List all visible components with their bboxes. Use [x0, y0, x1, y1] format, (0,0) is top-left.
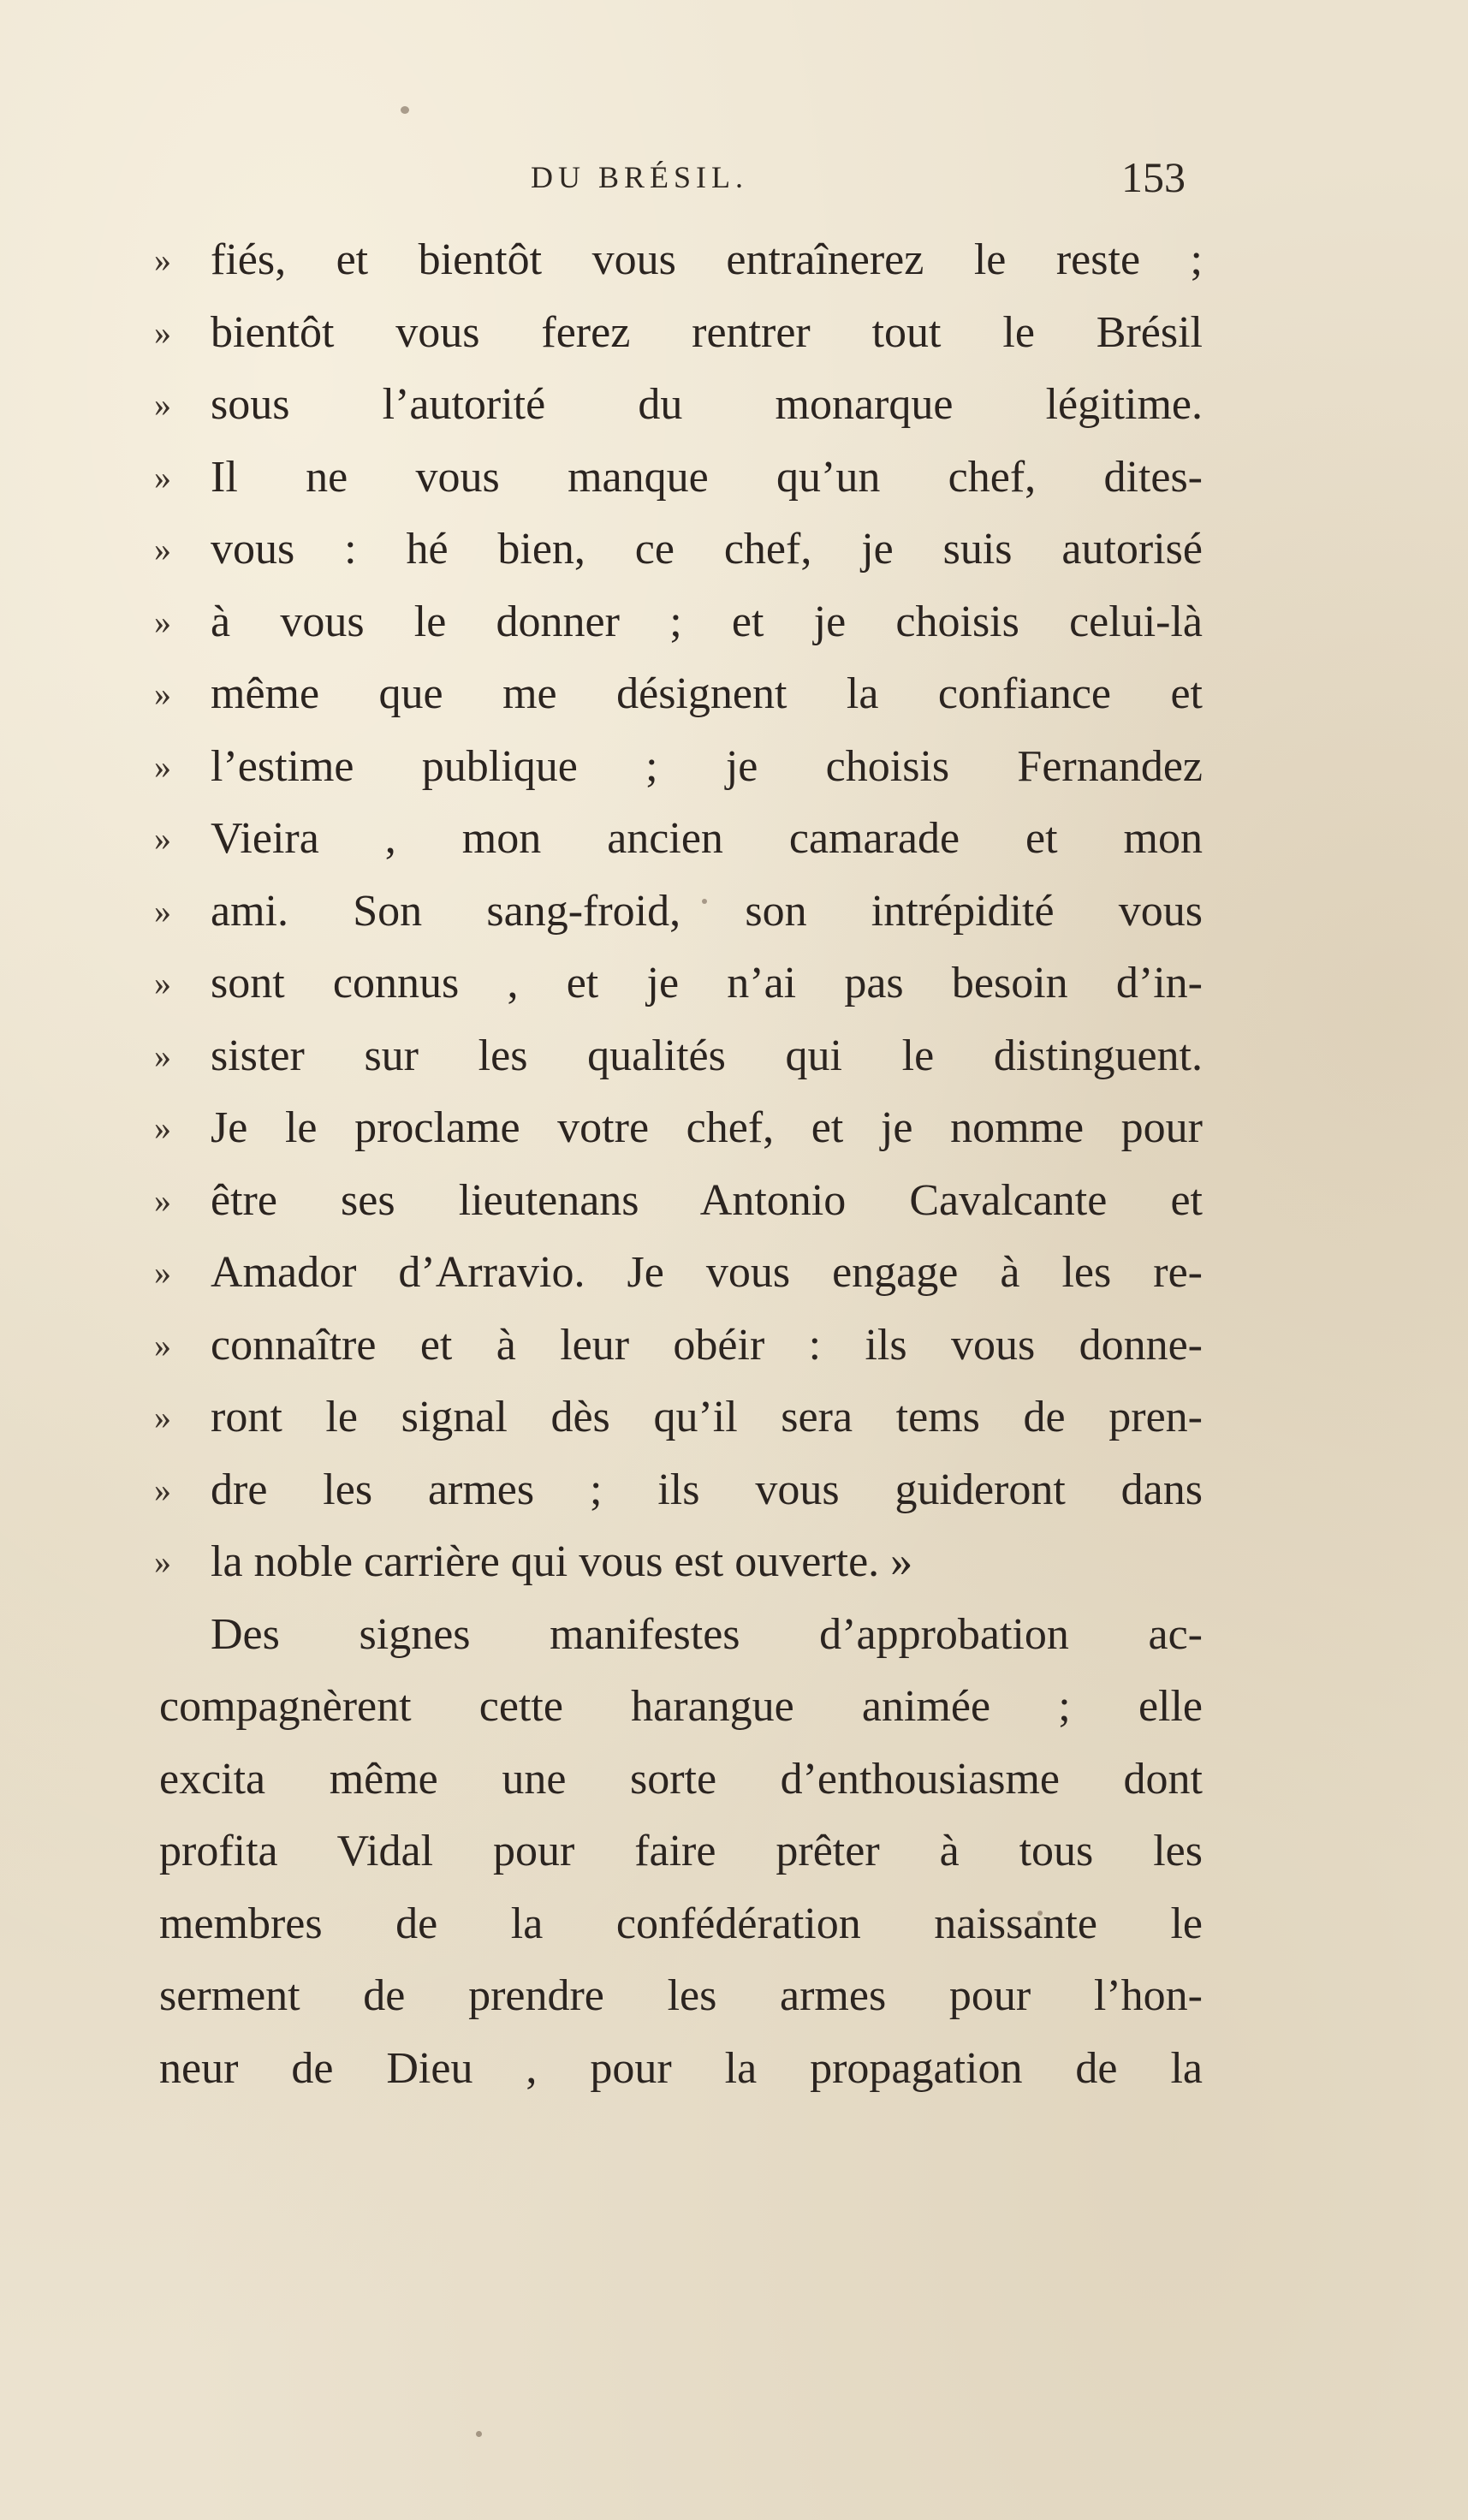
quoted-line	[154, 586, 1203, 659]
line-text: sont connus , et je n’ai pas besoin d’in-	[211, 959, 1203, 1007]
quote-mark: »	[154, 1542, 171, 1581]
line-text: ami. Son sang-froid, son intrépidité vous	[211, 886, 1203, 936]
quote-mark: »	[154, 385, 171, 424]
quote-mark: »	[154, 1108, 171, 1147]
quoted-line	[154, 514, 1203, 586]
line-text: à vous le donner ; et je choisis celui-là	[211, 597, 1203, 646]
line-text: Il ne vous manque qu’un chef, dites-	[211, 452, 1203, 502]
line-text: l’estime publique ; je choisis Fernandez	[211, 741, 1203, 791]
line-text: compagnèrent cette harangue animée ; elle	[159, 1682, 1203, 1731]
quoted-line	[154, 658, 1203, 731]
quote-mark: »	[154, 891, 171, 930]
line-text: même que me désignent la confiance et	[211, 669, 1203, 718]
paragraph-first-line	[154, 1599, 1203, 1672]
paragraph-line	[154, 1671, 1203, 1744]
line-text: neur de Dieu , pour la propagation de la	[159, 2043, 1203, 2093]
quoted-line	[154, 1454, 1203, 1527]
line-text: dre les armes ; ils vous guideront dans	[211, 1465, 1203, 1514]
line-text: profita Vidal pour faire prêter à tous les	[159, 1827, 1203, 1875]
quoted-line	[154, 369, 1203, 442]
paragraph-line	[154, 1816, 1203, 1888]
quoted-line	[154, 1237, 1203, 1310]
line-text: Des signes manifestes d’approbation ac-	[211, 1609, 1203, 1659]
quote-mark: »	[154, 1398, 171, 1436]
line-text: bientôt vous ferez rentrer tout le Brésil	[211, 307, 1203, 357]
ink-speck	[476, 2431, 482, 2437]
quote-mark: »	[154, 241, 171, 279]
quoted-line	[154, 1092, 1203, 1165]
quoted-line	[154, 876, 1203, 948]
line-text: la noble carrière qui vous est ouverte. »	[211, 1537, 913, 1586]
quote-mark: »	[154, 602, 171, 641]
paragraph-line	[154, 1960, 1203, 2033]
quoted-line	[154, 803, 1203, 876]
quote-mark: »	[154, 1036, 171, 1075]
line-text: excita même une sorte d’enthousiasme dont	[159, 1754, 1203, 1804]
quote-mark: »	[154, 1470, 171, 1509]
line-text: Je le proclame votre chef, et je nomme pour	[211, 1103, 1203, 1152]
paragraph-line	[154, 2033, 1203, 2106]
quoted-line	[154, 297, 1203, 370]
page-header	[210, 152, 1186, 204]
line-text: ront le signal dès qu’il sera tems de pren-	[211, 1393, 1203, 1441]
quote-mark: »	[154, 530, 171, 568]
quoted-line	[154, 1526, 1203, 1599]
ink-speck	[401, 106, 409, 114]
paragraph-line	[154, 1888, 1203, 1961]
quote-mark: »	[154, 1325, 171, 1364]
line-text: sous l’autorité du monarque légitime.	[211, 380, 1203, 429]
quote-mark: »	[154, 964, 171, 1002]
line-text: connaître et à leur obéir : ils vous donne-	[211, 1320, 1203, 1370]
quoted-line	[154, 1310, 1203, 1382]
quote-mark: »	[154, 312, 171, 352]
line-text: Amador d’Arravio. Je vous engage à les re-	[211, 1248, 1203, 1297]
line-text: Vieira , mon ancien camarade et mon	[211, 814, 1203, 863]
running-title: DU BRÉSIL.	[531, 160, 749, 194]
paragraph-line	[154, 1744, 1203, 1816]
quote-mark: »	[154, 1180, 171, 1220]
line-text: membres de la confédération naissante le	[159, 1899, 1203, 1948]
line-text: fiés, et bientôt vous entraînerez le reste ;	[211, 235, 1203, 284]
quoted-line	[154, 948, 1203, 1020]
quoted-line	[154, 442, 1203, 514]
quoted-line	[154, 1020, 1203, 1093]
quote-mark: »	[154, 819, 171, 858]
quoted-line	[154, 731, 1203, 804]
quoted-line	[154, 1165, 1203, 1238]
line-text: vous : hé bien, ce chef, je suis autorisé	[211, 525, 1203, 574]
line-text: être ses lieutenans Antonio Cavalcante et	[211, 1175, 1203, 1225]
quote-mark: »	[154, 675, 171, 713]
line-text: sister sur les qualités qui le distinguent.	[211, 1031, 1203, 1080]
page-number: 153	[1121, 153, 1186, 201]
quoted-line	[154, 1382, 1203, 1454]
quote-mark: »	[154, 457, 171, 496]
quoted-line	[154, 224, 1203, 297]
quote-mark: »	[154, 1253, 171, 1292]
page-body	[154, 224, 1203, 2105]
line-text: serment de prendre les armes pour l’hon-	[159, 1971, 1203, 2020]
quote-mark: »	[154, 746, 171, 786]
